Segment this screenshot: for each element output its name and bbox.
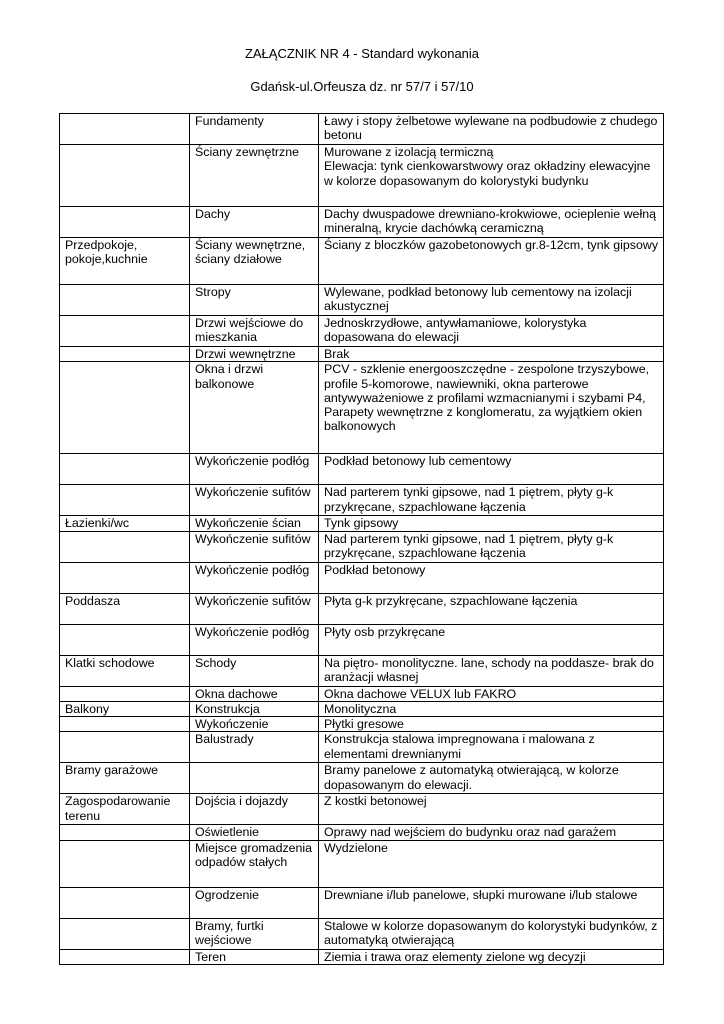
table-row: [60, 485, 664, 516]
section-cell: Łazienki/wc: [60, 516, 190, 531]
description-cell: Bramy panelowe z automatyką otwierającą, w kolorze dopasowanym do elewacji.: [319, 763, 664, 794]
item-cell: Ściany wewnętrzne, ściany działowe: [190, 238, 319, 285]
item-cell: Fundamenty: [190, 114, 319, 145]
document-title: ZAŁĄCZNIK NR 4 - Standard wykonania: [244, 46, 480, 61]
item-cell: Drzwi wejściowe do mieszkania: [190, 316, 319, 347]
table-row: [60, 531, 664, 562]
item-cell: Wykończenie podłóg: [190, 454, 319, 485]
section-cell: [60, 686, 190, 701]
item-cell: Drzwi wewnętrzne: [190, 347, 319, 362]
item-cell: [190, 763, 319, 794]
table-row: [60, 717, 664, 732]
item-cell: Stropy: [190, 285, 319, 316]
table-row: [60, 562, 664, 593]
section-cell: [60, 732, 190, 763]
section-cell: [60, 285, 190, 316]
section-cell: [60, 562, 190, 593]
description-cell: Dachy dwuspadowe drewniano-krokwiowe, ocieplenie wełną mineralną, krycie dachówką ceramiczną: [319, 207, 664, 238]
section-cell: Poddasza: [60, 593, 190, 624]
description-cell: PCV - szklenie energooszczędne - zespolone trzyszybowe, profile 5-komorowe, nawiewniki, okna parterowe antywyważeniowe z profilami wzmacnianymi i szybami P4, Parapety wewnętrzne z konglomeratu, za wyjątkiem okien balkonowych: [319, 362, 664, 454]
table-row: [60, 686, 664, 701]
table-row: [60, 347, 664, 362]
section-cell: [60, 887, 190, 918]
section-cell: [60, 114, 190, 145]
description-cell: Ziemia i trawa oraz elementy zielone wg decyzji: [319, 949, 664, 964]
section-cell: [60, 454, 190, 485]
description-cell: Oprawy nad wejściem do budynku oraz nad garażem: [319, 825, 664, 840]
item-cell: Balustrady: [190, 732, 319, 763]
item-cell: Oświetlenie: [190, 825, 319, 840]
standard-table: [59, 113, 664, 965]
section-cell: [60, 362, 190, 454]
description-cell: Murowane z izolacją termiczną Elewacja: tynk cienkowarstwowy oraz okładziny elewacyjne w kolorze dopasowanym do kolorystyki budynku: [319, 145, 664, 207]
table-row: [60, 624, 664, 655]
table-row: [60, 207, 664, 238]
document-subtitle: Gdańsk-ul.Orfeusza dz. nr 57/7 i 57/10: [250, 79, 474, 94]
table-row: [60, 362, 664, 454]
description-cell: Z kostki betonowej: [319, 794, 664, 825]
description-cell: Wylewane, podkład betonowy lub cementowy na izolacji akustycznej: [319, 285, 664, 316]
description-cell: Jednoskrzydłowe, antywłamaniowe, kolorystyka dopasowana do elewacji: [319, 316, 664, 347]
item-cell: Teren: [190, 949, 319, 964]
table-row: [60, 454, 664, 485]
section-cell: [60, 485, 190, 516]
table-row: [60, 794, 664, 825]
item-cell: Konstrukcja: [190, 701, 319, 716]
section-cell: [60, 145, 190, 207]
description-cell: Okna dachowe VELUX lub FAKRO: [319, 686, 664, 701]
section-cell: Balkony: [60, 701, 190, 716]
table-row: [60, 840, 664, 887]
table-row: [60, 238, 664, 285]
table-row: [60, 114, 664, 145]
section-cell: [60, 347, 190, 362]
table-row: [60, 145, 664, 207]
description-cell: Ławy i stopy żelbetowe wylewane na podbudowie z chudego betonu: [319, 114, 664, 145]
description-cell: Ściany z bloczków gazobetonowych gr.8-12cm, tynk gipsowy: [319, 238, 664, 285]
table-row: [60, 763, 664, 794]
item-cell: Miejsce gromadzenia odpadów stałych: [190, 840, 319, 887]
item-cell: Wykończenie sufitów: [190, 485, 319, 516]
description-cell: Na piętro- monolityczne. lane, schody na poddasze- brak do aranżacji własnej: [319, 655, 664, 686]
section-cell: [60, 918, 190, 949]
table-row: [60, 516, 664, 531]
section-cell: Bramy garażowe: [60, 763, 190, 794]
section-cell: Klatki schodowe: [60, 655, 190, 686]
item-cell: Ściany zewnętrzne: [190, 145, 319, 207]
item-cell: Wykończenie podłóg: [190, 562, 319, 593]
description-cell: Płyta g-k przykręcane, szpachlowane łączenia: [319, 593, 664, 624]
description-cell: Monolityczna: [319, 701, 664, 716]
table-row: [60, 285, 664, 316]
section-cell: [60, 531, 190, 562]
table-row: [60, 732, 664, 763]
standard-table-body: [60, 114, 664, 965]
table-row: [60, 655, 664, 686]
item-cell: Wykończenie ścian: [190, 516, 319, 531]
description-cell: Tynk gipsowy: [319, 516, 664, 531]
table-row: [60, 949, 664, 964]
item-cell: Wykończenie sufitów: [190, 531, 319, 562]
table-row: [60, 316, 664, 347]
item-cell: Dachy: [190, 207, 319, 238]
item-cell: Ogrodzenie: [190, 887, 319, 918]
description-cell: Płyty osb przykręcane: [319, 624, 664, 655]
section-cell: [60, 717, 190, 732]
section-cell: [60, 624, 190, 655]
description-cell: Wydzielone: [319, 840, 664, 887]
section-cell: [60, 316, 190, 347]
description-cell: Nad parterem tynki gipsowe, nad 1 piętrem, płyty g-k przykręcane, szpachlowane łączenia: [319, 531, 664, 562]
table-row: [60, 593, 664, 624]
description-cell: Podkład betonowy: [319, 562, 664, 593]
description-cell: Stalowe w kolorze dopasowanym do kolorystyki budynków, z automatyką otwierającą: [319, 918, 664, 949]
table-row: [60, 825, 664, 840]
section-cell: [60, 207, 190, 238]
table-row: [60, 918, 664, 949]
section-cell: Zagospodarowanie terenu: [60, 794, 190, 825]
description-cell: Podkład betonowy lub cementowy: [319, 454, 664, 485]
description-cell: Konstrukcja stalowa impregnowana i malowana z elementami drewnianymi: [319, 732, 664, 763]
item-cell: Wykończenie podłóg: [190, 624, 319, 655]
table-row: [60, 701, 664, 716]
section-cell: [60, 840, 190, 887]
section-cell: Przedpokoje, pokoje,kuchnie: [60, 238, 190, 285]
description-cell: Nad parterem tynki gipsowe, nad 1 piętrem, płyty g-k przykręcane, szpachlowane łączenia: [319, 485, 664, 516]
item-cell: Schody: [190, 655, 319, 686]
item-cell: Dojścia i dojazdy: [190, 794, 319, 825]
item-cell: Wykończenie: [190, 717, 319, 732]
item-cell: Okna dachowe: [190, 686, 319, 701]
section-cell: [60, 949, 190, 964]
description-cell: Drewniane i/lub panelowe, słupki murowane i/lub stalowe: [319, 887, 664, 918]
item-cell: Wykończenie sufitów: [190, 593, 319, 624]
description-cell: Płytki gresowe: [319, 717, 664, 732]
description-cell: Brak: [319, 347, 664, 362]
section-cell: [60, 825, 190, 840]
item-cell: Okna i drzwi balkonowe: [190, 362, 319, 454]
table-row: [60, 887, 664, 918]
item-cell: Bramy, furtki wejściowe: [190, 918, 319, 949]
